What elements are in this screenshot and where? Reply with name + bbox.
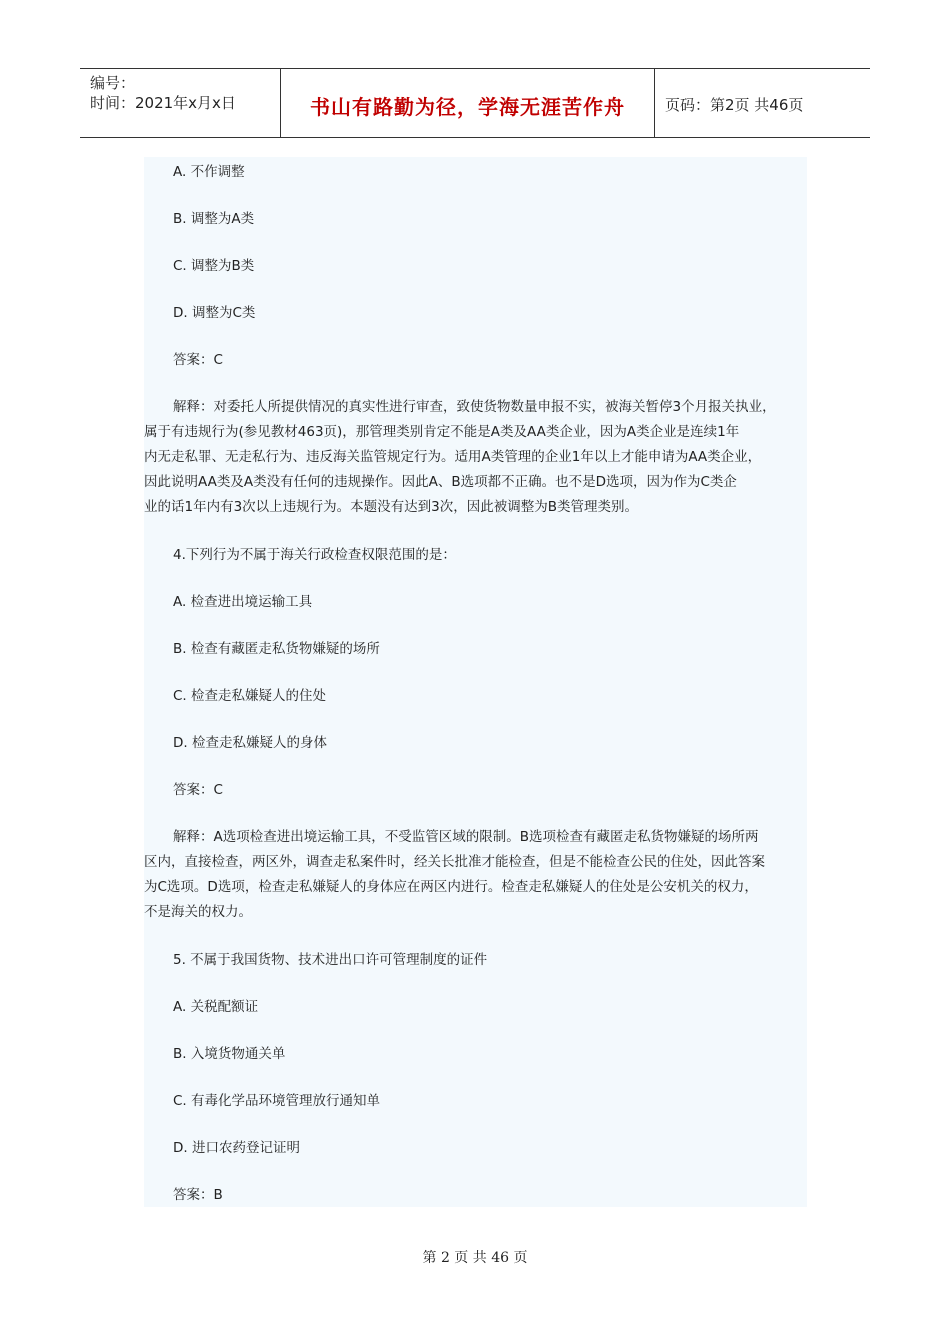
q4-explanation-line: 不是海关的权力。 — [144, 904, 252, 920]
q3-explanation-line: 内无走私罪、无走私行为、违反海关监管规定行为。适用A类管理的企业1年以上才能申请为AA类企业， — [144, 449, 762, 465]
q4-answer: 答案：C — [173, 782, 223, 798]
q3-option-d: D. 调整为C类 — [173, 305, 256, 321]
q5-option-b: B. 入境货物通关单 — [173, 1046, 286, 1062]
q3-option-c: C. 调整为B类 — [173, 258, 255, 274]
q4-option-a: A. 检查进出境运输工具 — [173, 594, 313, 610]
q4-option-d: D. 检查走私嫌疑人的身体 — [173, 735, 327, 751]
header-page-cell — [655, 69, 870, 137]
header-page-number: 页码：第2页 共46页 — [665, 96, 804, 114]
q3-explanation-line: 解释：对委托人所提供情况的真实性进行审查，致使货物数量申报不实，被海关暂停3个月报关执业， — [173, 399, 776, 415]
q3-explanation-line: 业的话1年内有3次以上违规行为。本题没有达到3次，因此被调整为B类管理类别。 — [144, 499, 639, 515]
q4-option-b: B. 检查有藏匿走私货物嫌疑的场所 — [173, 641, 380, 657]
q5-question: 5. 不属于我国货物、技术进出口许可管理制度的证件 — [173, 952, 488, 968]
q4-explanation-line: 区内，直接检查，两区外，调查走私案件时，经关长批准才能检查，但是不能检查公民的住处，因此答案 — [144, 854, 765, 870]
header-meta-cell — [80, 69, 281, 137]
q3-explanation — [144, 395, 809, 520]
document-body — [144, 157, 807, 1207]
document-number-label: 编号： — [90, 74, 136, 92]
page-footer: 第 2 页 共 46 页 — [422, 1250, 528, 1266]
q5-option-d: D. 进口农药登记证明 — [173, 1140, 300, 1156]
q4-explanation-line: 解释：A选项检查进出境运输工具，不受监管区域的限制。B选项检查有藏匿走私货物嫌疑的场所两 — [173, 829, 759, 845]
header-motto-cell — [281, 69, 655, 137]
q5-option-c: C. 有毒化学品环境管理放行通知单 — [173, 1093, 381, 1109]
page-header — [80, 68, 870, 138]
q4-option-c: C. 检查走私嫌疑人的住处 — [173, 688, 327, 704]
q3-explanation-line: 因此说明AA类及A类没有任何的违规操作。因此A、B选项都不正确。也不是D选项，因为作为C类企 — [144, 474, 737, 490]
document-time-label: 时间：2021年x月x日 — [90, 94, 236, 112]
q4-explanation-line: 为C选项。D选项，检查走私嫌疑人的身体应在两区内进行。检查走私嫌疑人的住处是公安机关的权力， — [144, 879, 758, 895]
q4-explanation — [144, 825, 809, 925]
header-motto: 书山有路勤为径，学海无涯苦作舟 — [310, 95, 625, 119]
q4-question: 4.下列行为不属于海关行政检查权限范围的是： — [173, 547, 456, 563]
q3-option-a: A. 不作调整 — [173, 164, 245, 180]
q5-option-a: A. 关税配额证 — [173, 999, 259, 1015]
q5-answer: 答案：B — [173, 1187, 223, 1203]
q3-answer: 答案：C — [173, 352, 223, 368]
q3-explanation-line: 属于有违规行为(参见教材463页)，那管理类别肯定不能是A类及AA类企业，因为A类企业是连续1年 — [144, 424, 740, 440]
q3-option-b: B. 调整为A类 — [173, 211, 255, 227]
